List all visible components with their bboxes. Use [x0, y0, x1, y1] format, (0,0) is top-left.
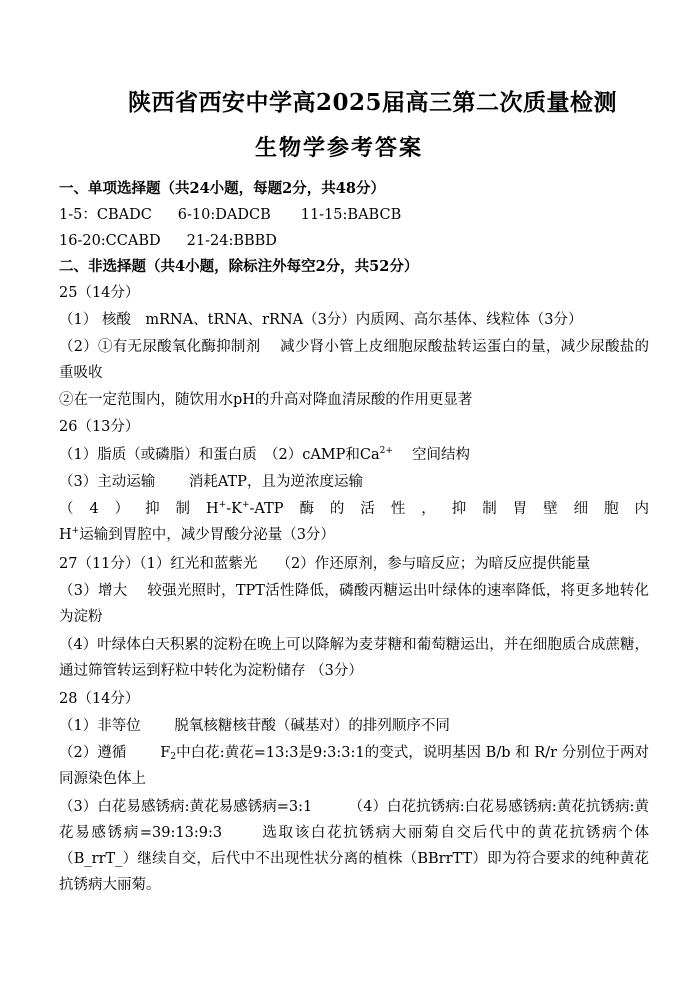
q27-part1: 27（11分）（1）红光和蓝紫光 （2）作还原剂，参与暗反应；为暗反应提供能量: [59, 556, 591, 572]
section2-heading: 二、非选择题（共4小题，除标注外每空2分，共52分）: [59, 258, 419, 275]
q25-part2: （2）①有无尿酸氧化酶抑制剂 减少肾小管上皮细胞尿酸盐转运蛋白的量，减少尿酸盐的重吸收: [59, 339, 649, 381]
q26-part4-text: 运输到胃腔中，减少胃酸分泌量（3分）: [79, 527, 335, 543]
q25-part2-sub: ②在一定范围内，随饮用水pH的升高对降血清尿酸的作用更显著: [59, 392, 473, 408]
q28-part2: [59, 740, 649, 792]
q25-header: 25（14分）: [59, 285, 140, 301]
answer-group: 6-10:DADCB: [177, 207, 271, 223]
q28-header: 28（14分）: [59, 691, 140, 707]
q26-part4-text: -ATP酶的活性，抑制胃壁细胞内H: [59, 501, 649, 543]
superscript: +: [218, 500, 227, 510]
answer-group: 21-24:BBBD: [186, 233, 277, 249]
answer-group: 1-5：CBADC: [59, 207, 152, 223]
answer-row-2: [59, 228, 649, 254]
q27-part4: （4）叶绿体白天积累的淀粉在晚上可以降解为麦芽糖和葡萄糖运出，并在细胞质合成蔗糖，通过筛管转运到籽粒中转化为淀粉储存 （3分）: [59, 637, 649, 679]
section1-heading: 一、单项选择题（共24小题，每题2分，共48分）: [59, 180, 385, 197]
q28-part3-4: （3）白花易感锈病:黄花易感锈病=3:1 （4）白花抗锈病:白花易感锈病:黄花抗锈病:黄花易感锈病=39:13:9:3 选取该白花抗锈病大丽菊自交后代中的黄花抗锈病个体（B_rrT_）继续自交，后代中不出现性状分离的植株（BBrrTT）即为符合要求的纯种黄花抗锈病大丽菊。: [59, 799, 649, 893]
q26-part1: [59, 442, 649, 468]
q28-part2-text: （2）遵循 F: [59, 745, 171, 761]
superscript: +: [241, 500, 250, 510]
answer-group: 11-15:BABCB: [300, 207, 402, 223]
subscript: 2: [170, 752, 177, 762]
answer-row-1: [59, 202, 649, 228]
q25-part1: （1） 核酸 mRNA、tRNA、rRNA（3分）内质网、高尔基体、线粒体（3分）: [59, 312, 583, 328]
q26-part3: （3）主动运输 消耗ATP，且为逆浓度运输: [59, 474, 363, 490]
answer-group: 16-20:CCABD: [59, 233, 161, 249]
q26-header: 26（13分）: [59, 419, 140, 435]
q26-part4-text: （4）抑制H: [59, 501, 219, 517]
q27-part3: （3）增大 较强光照时，TPT活性降低，磷酸丙糖运出叶绿体的速率降低，将更多地转化为淀粉: [59, 583, 649, 625]
q26-part1-text: 空间结构: [392, 447, 471, 463]
q26-part4-text: -K: [226, 501, 242, 517]
q28-part1: （1）非等位 脱氧核糖核苷酸（碱基对）的排列顺序不同: [59, 718, 450, 734]
superscript: 2+: [379, 446, 393, 456]
page-title: 陕西省西安中学高2025届高三第二次质量检测: [128, 89, 618, 116]
q28-part2-text: 中白花:黄花=13:3是9:3:3:1的变式，说明基因 B/b 和 R/r 分别位于两对同源染色体上: [59, 745, 649, 787]
superscript: +: [71, 526, 80, 536]
page-subtitle: 生物学参考答案: [255, 135, 424, 161]
q26-part1-text: （1）脂质（或磷脂）和蛋白质 （2）cAMP和Ca: [59, 447, 380, 463]
q26-part4: [59, 496, 649, 548]
